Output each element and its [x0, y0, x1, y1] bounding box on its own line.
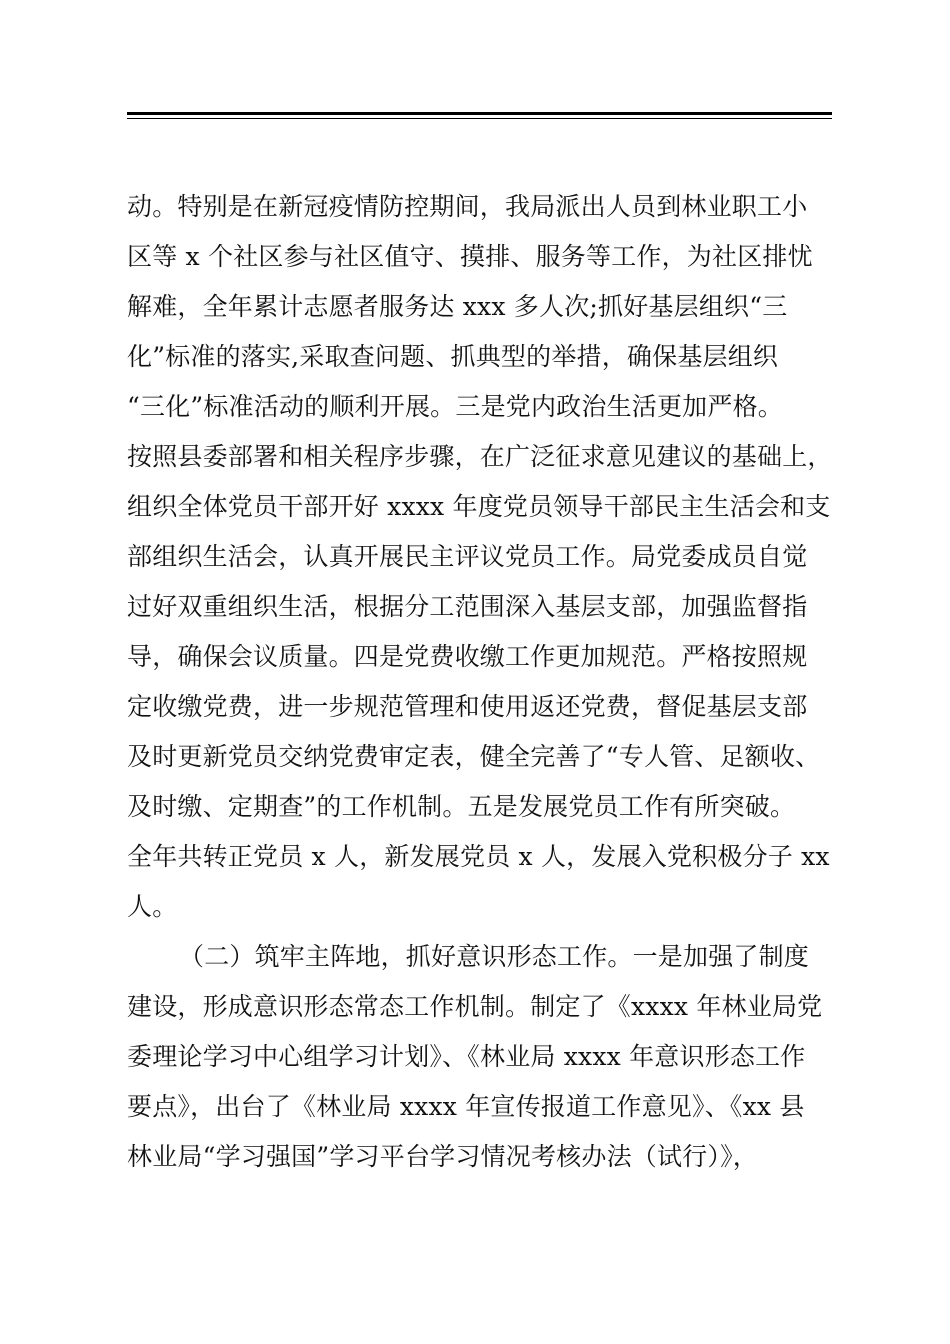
- text-line: 部组织生活会，认真开展民主评议党员工作。局党委成员自觉: [127, 542, 808, 571]
- text-line: 及时更新党员交纳党费审定表，健全完善了“专人管、足额收、: [127, 742, 821, 771]
- text-line: 及时缴、定期查”的工作机制。五是发展党员工作有所突破。: [127, 792, 796, 821]
- text-line: 定收缴党费，进一步规范管理和使用返还党费，督促基层支部: [127, 692, 808, 721]
- text-line: 按照县委部署和相关程序步骤，在广泛征求意见建议的基础上，: [127, 442, 833, 471]
- text-line: 导，确保会议质量。四是党费收缴工作更加规范。严格按照规: [127, 642, 808, 671]
- text-line: 人。: [127, 892, 178, 921]
- text-line: 委理论学习中心组学习计划》、《林业局 xxxx 年意识形态工作: [127, 1042, 806, 1071]
- header-rule-thick-line: [127, 112, 832, 115]
- text-line: “三化”标准活动的顺利开展。三是党内政治生活更加严格。: [127, 392, 783, 421]
- text-line: 化”标准的落实,采取查问题、抓典型的举措，确保基层组织: [127, 342, 779, 371]
- header-double-rule: [127, 112, 832, 120]
- text-line: 区等 x 个社区参与社区值守、摸排、服务等工作，为社区排忧: [127, 242, 813, 271]
- text-line: 林业局“学习强国”学习平台学习情况考核办法（试行）》，: [127, 1142, 758, 1171]
- section-heading-line: （二）筑牢主阵地，抓好意识形态工作。一是加强了制度: [179, 942, 810, 971]
- text-line: 过好双重组织生活，根据分工范围深入基层支部，加强监督指: [127, 592, 808, 621]
- text-line: 建设，形成意识形态常态工作机制。制定了《xxxx 年林业局党: [127, 992, 823, 1021]
- text-line: 组织全体党员干部开好 xxxx 年度党员领导干部民主生活会和支: [127, 492, 831, 521]
- text-line: 解难，全年累计志愿者服务达 xxx 多人次;抓好基层组织“三: [127, 292, 788, 321]
- document-body: [127, 182, 837, 1182]
- header-rule-thin-line: [127, 118, 832, 119]
- text-line: 要点》，出台了《林业局 xxxx 年宣传报道工作意见》、《xx 县: [127, 1092, 805, 1121]
- text-line: 全年共转正党员 x 人，新发展党员 x 人，发展入党积极分子 xx: [127, 842, 830, 871]
- text-line: 动。特别是在新冠疫情防控期间，我局派出人员到林业职工小: [127, 192, 808, 221]
